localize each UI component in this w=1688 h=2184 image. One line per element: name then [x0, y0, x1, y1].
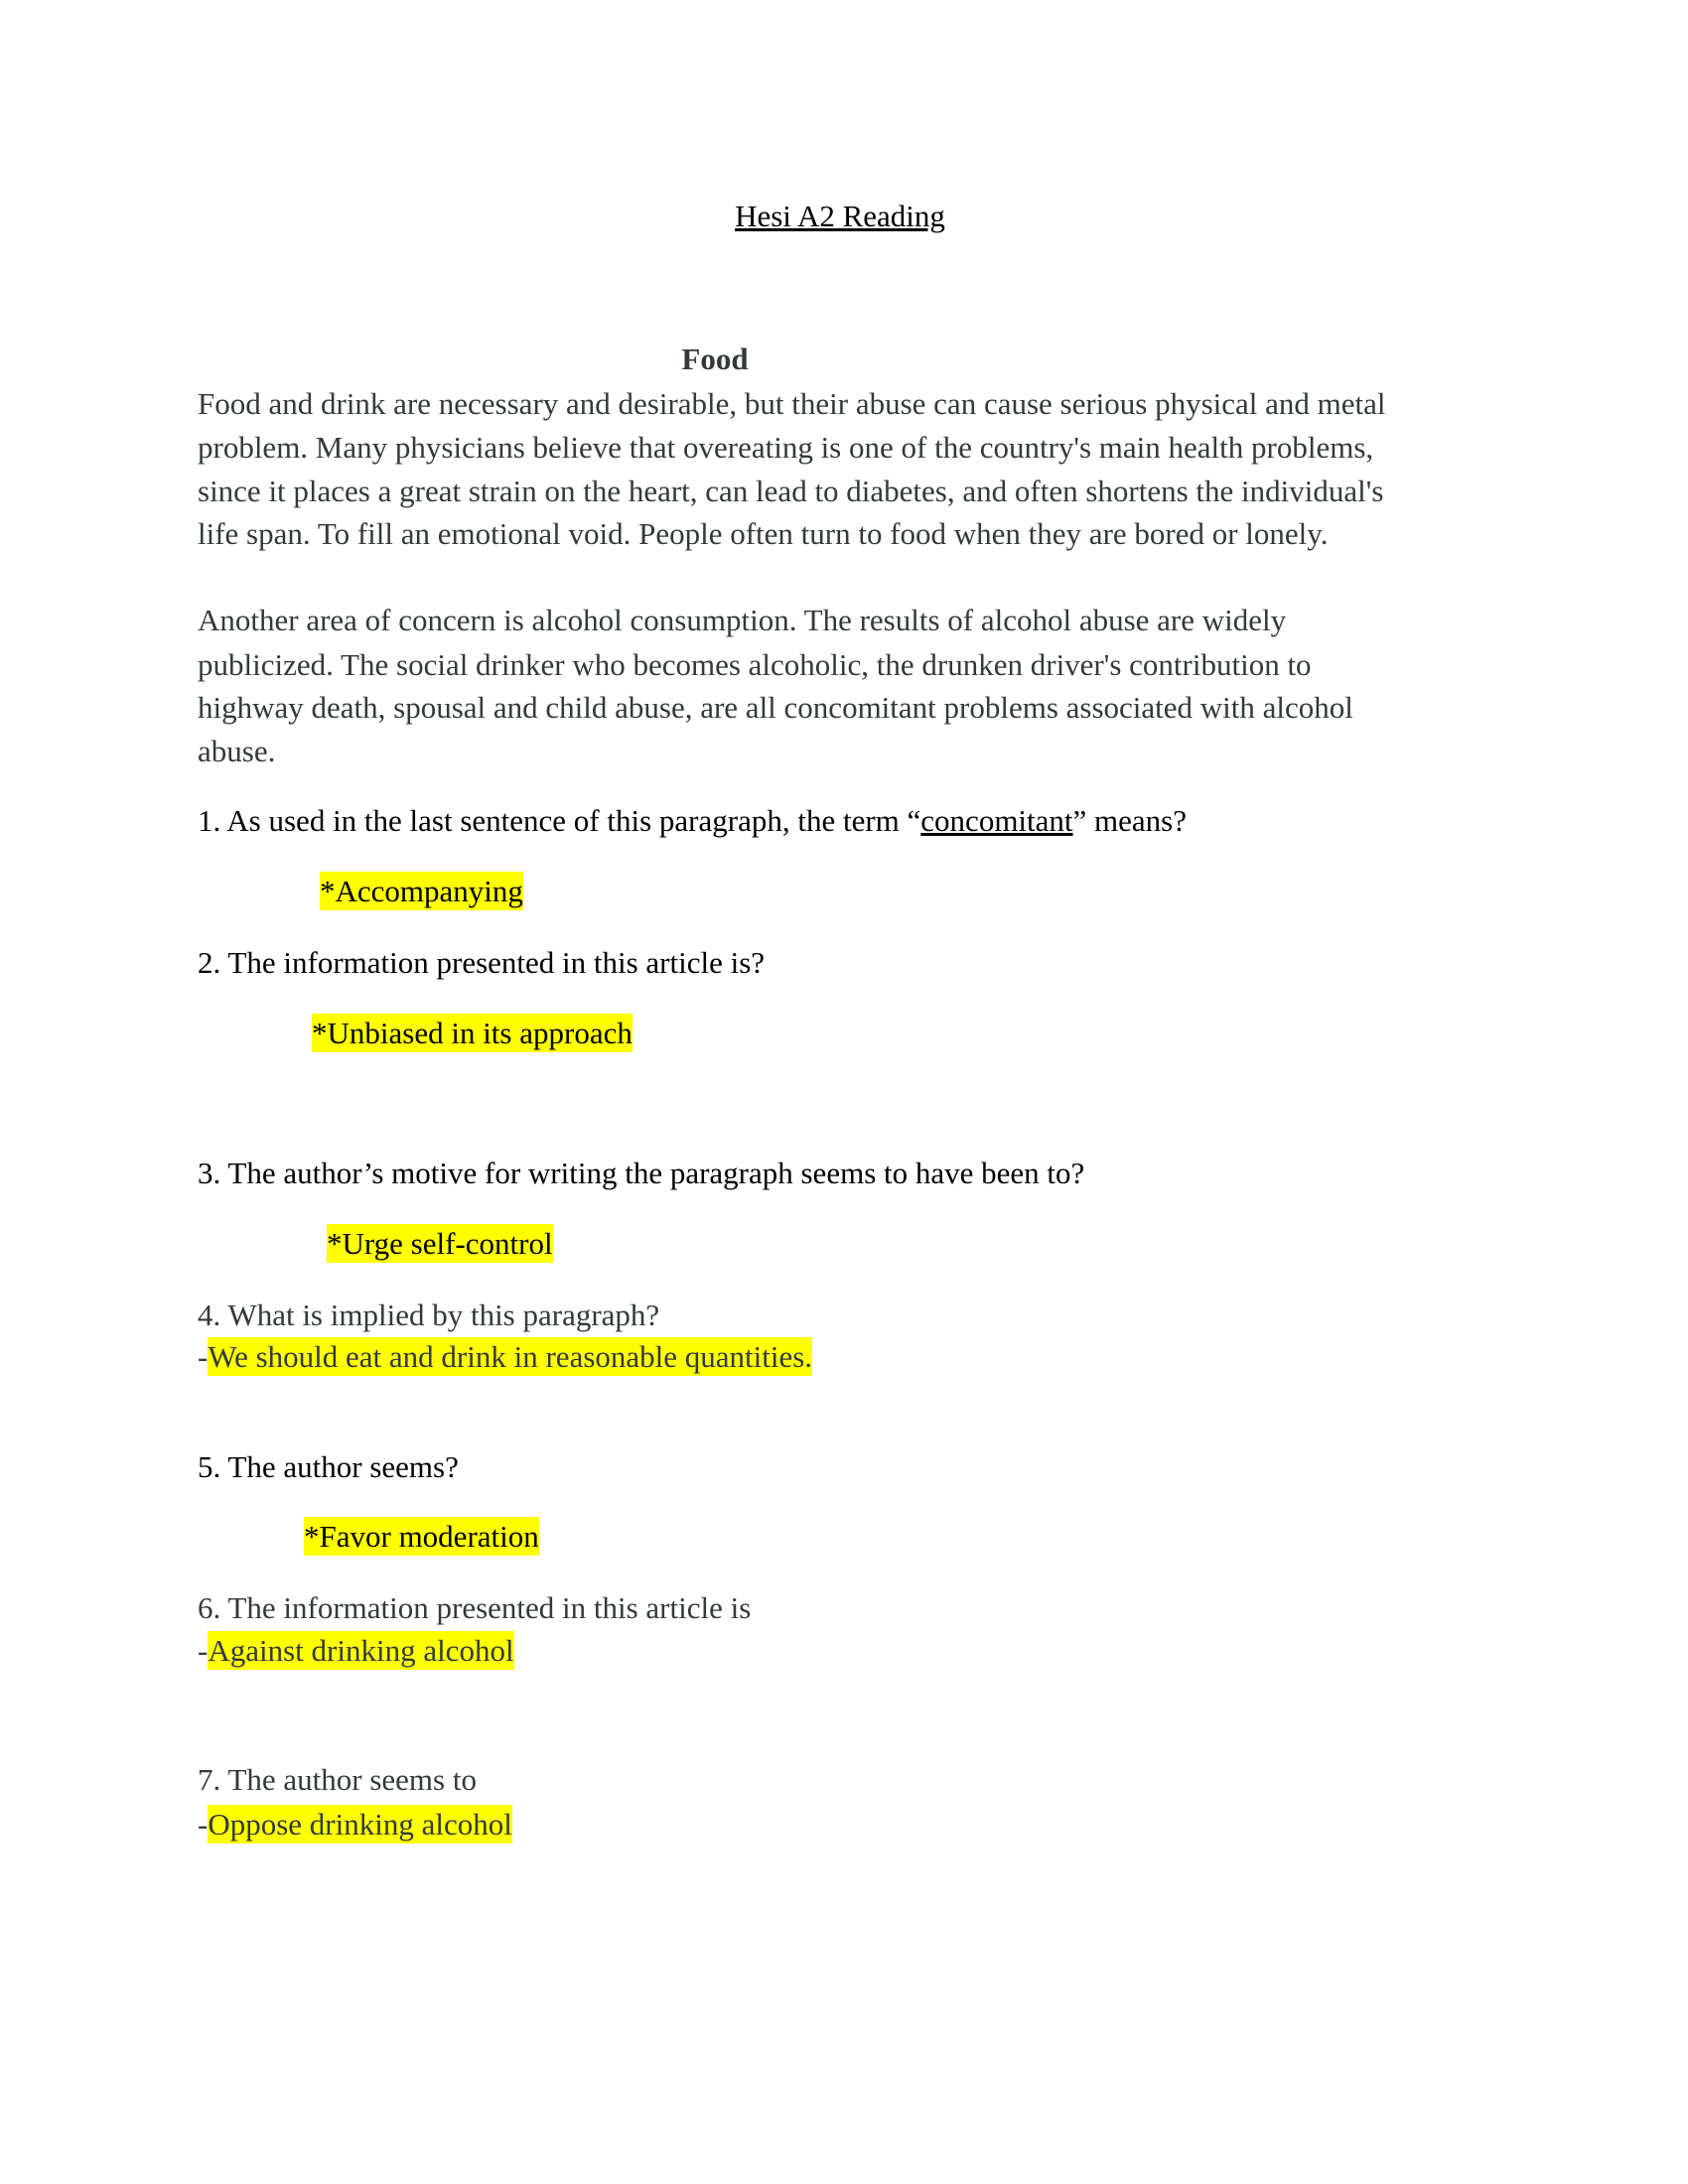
highlighted-answer: *Unbiased in its approach [312, 1016, 633, 1050]
question-3: 3. The author’s motive for writing the paragraph seems to have been to? [198, 1156, 1085, 1190]
answer-7 [198, 1807, 512, 1843]
question-7: 7. The author seems to [198, 1762, 477, 1797]
question-1 [198, 803, 1187, 839]
paragraph2-line: Another area of concern is alcohol consumption. The results of alcohol abuse are widely [198, 603, 1287, 637]
question-4: 4. What is implied by this paragraph? [198, 1297, 660, 1332]
underlined-term: concomitant [920, 803, 1073, 838]
highlighted-answer: Oppose drinking alcohol [208, 1807, 512, 1842]
answer-2 [312, 1016, 633, 1051]
paragraph1-line: life span. To fill an emotional void. People often turn to food when they are bored or lonely. [198, 516, 1329, 551]
highlighted-answer: *Favor moderation [304, 1519, 539, 1554]
question-2: 2. The information presented in this article is? [198, 945, 766, 980]
dash: - [198, 1339, 209, 1374]
highlighted-answer: *Accompanying [320, 874, 523, 908]
section-heading: Food [681, 341, 749, 376]
answer-3 [327, 1226, 553, 1262]
answer-4 [198, 1339, 812, 1375]
highlighted-answer: Against drinking alcohol [208, 1633, 514, 1668]
question-text: 1. As used in the last sentence of this paragraph, the term “ [198, 803, 921, 838]
dash: - [198, 1633, 209, 1668]
question-text: ” means? [1072, 803, 1187, 838]
question-6: 6. The information presented in this article is [198, 1590, 752, 1625]
document-title [0, 199, 1680, 234]
paragraph2-line: highway death, spousal and child abuse, are all concomitant problems associated with alcohol [198, 690, 1353, 725]
question-5: 5. The author seems? [198, 1449, 459, 1484]
dash: - [198, 1807, 209, 1842]
paragraph1-line: problem. Many physicians believe that overeating is one of the country's main health problems, [198, 430, 1374, 465]
answer-1 [320, 874, 523, 909]
highlighted-answer: *Urge self-control [327, 1226, 553, 1261]
highlighted-answer: We should eat and drink in reasonable quantities. [208, 1339, 813, 1374]
paragraph1-line: since it places a great strain on the heart, can lead to diabetes, and often shortens the individual's [198, 474, 1384, 508]
paragraph1-line: Food and drink are necessary and desirable, but their abuse can cause serious physical and metal [198, 386, 1386, 421]
title-text: Hesi A2 Reading [735, 199, 945, 233]
answer-5 [304, 1519, 539, 1555]
paragraph2-line: abuse. [198, 734, 276, 768]
paragraph2-line: publicized. The social drinker who becomes alcoholic, the drunken driver's contribution to [198, 647, 1312, 682]
answer-6 [198, 1633, 514, 1669]
